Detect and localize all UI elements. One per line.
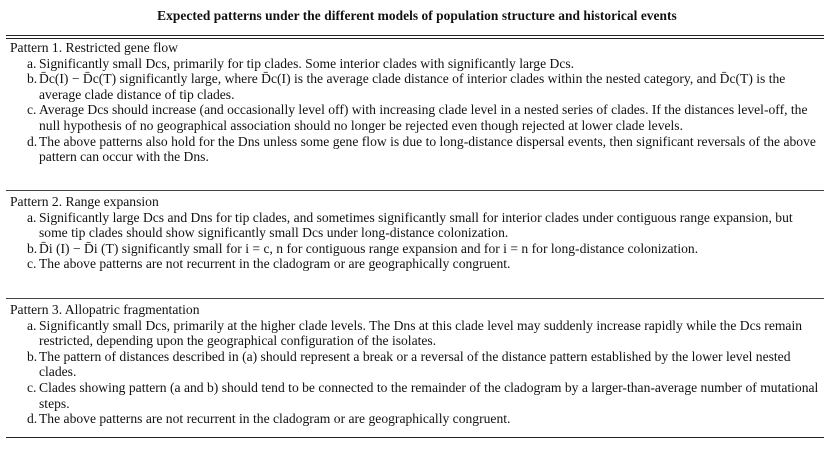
bottom-rule <box>6 437 824 438</box>
section-divider <box>6 298 824 299</box>
item-label: a. <box>27 317 37 333</box>
item-label: a. <box>27 55 37 71</box>
list-item <box>10 102 823 133</box>
item-label: b. <box>27 71 38 87</box>
list-item <box>10 134 823 165</box>
list-item <box>10 349 823 380</box>
item-text: The above patterns are not recurrent in the cladogram or are geographically congruent. <box>39 256 511 272</box>
item-text: Clades showing pattern (a and b) should tend to be connected to the remainder of the cladogram by a larger-than-average number of mutational steps. <box>39 379 819 411</box>
list-item <box>10 256 823 272</box>
table-title: Expected patterns under the different models of population structure and historical events <box>157 8 677 23</box>
list-item <box>10 318 823 349</box>
list-item <box>10 241 823 257</box>
section-heading: Pattern 3. Allopatric fragmentation <box>10 302 200 317</box>
item-label: c. <box>27 379 37 395</box>
item-label: b. <box>27 240 38 256</box>
item-label: a. <box>27 209 37 225</box>
list-item <box>10 411 823 427</box>
list-item <box>10 210 823 241</box>
section-heading: Pattern 2. Range expansion <box>10 194 159 209</box>
section-pattern-3 <box>10 302 823 427</box>
item-text: The above patterns also hold for the Dns unless some gene flow is due to long-distance dispersal events, then significant reversals of the above pattern can occur with the Dns. <box>39 133 816 165</box>
item-label: d. <box>27 133 38 149</box>
section-pattern-2 <box>10 194 823 272</box>
item-text: Significantly small Dcs, primarily at the higher clade levels. The Dns at this clade level may suddenly increase rapidly while the Dcs remain restricted, depending upon the geographical configuration of the isolates. <box>39 317 803 349</box>
section-pattern-1 <box>10 40 823 165</box>
top-rule <box>6 35 824 36</box>
list-item <box>10 56 823 72</box>
item-text: D̄i (I) − D̄i (T) significantly small for i = c, n for contiguous range expansion and for i = n for long-distance colonization. <box>39 240 699 256</box>
section-heading: Pattern 1. Restricted gene flow <box>10 40 178 55</box>
item-label: c. <box>27 256 37 272</box>
item-text: The above patterns are not recurrent in the cladogram or are geographically congruent. <box>39 411 511 427</box>
top-rule-double <box>6 38 824 39</box>
item-text: The pattern of distances described in (a) should represent a break or a reversal of the distance pattern established by the lower level nested clades. <box>39 348 791 380</box>
item-text: Significantly small Dcs, primarily for tip clades. Some interior clades with significantly large Dcs. <box>39 55 575 71</box>
item-label: c. <box>27 102 37 118</box>
list-item <box>10 71 823 102</box>
item-text: Average Dcs should increase (and occasionally level off) with increasing clade level in a nested series of clades. If the distances level-off, the null hypothesis of no geographical association should no longer be rejected even though rejected at lower clade levels. <box>39 102 808 133</box>
section-divider <box>6 190 824 191</box>
list-item <box>10 380 823 411</box>
item-label: d. <box>27 411 38 427</box>
item-text: Significantly large Dcs and Dns for tip clades, and sometimes significantly small for interior clades under contiguous range expansion, but some tip clades should show significantly small Dcs under long-distance colonization. <box>39 209 793 241</box>
item-label: b. <box>27 348 38 364</box>
item-text: D̄c(I) − D̄c(T) significantly large, where D̄c(I) is the average clade distance of interior clades within the nested category, and D̄c(T) is the average clade distance of tip clades. <box>39 71 786 102</box>
